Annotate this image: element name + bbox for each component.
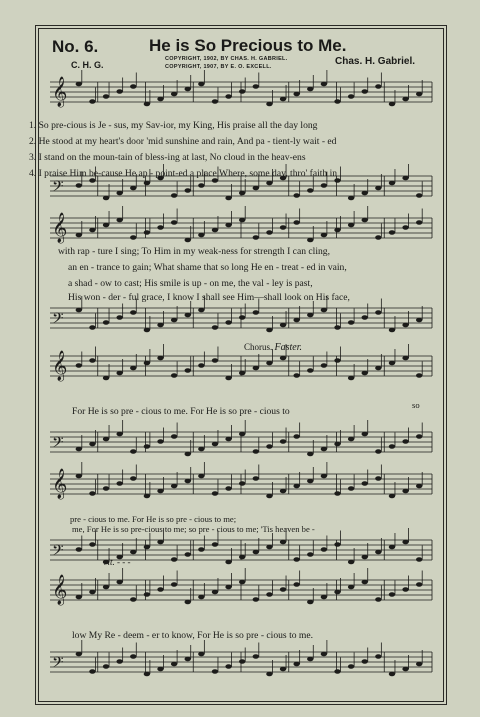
note-head xyxy=(185,479,191,484)
chorus-label: Chorus. xyxy=(244,342,273,352)
note-head xyxy=(212,491,218,496)
note-head xyxy=(76,82,82,87)
note-head xyxy=(266,102,272,107)
note-head xyxy=(416,662,422,667)
note-head xyxy=(402,439,408,444)
ritardando-marking: rit. - - - xyxy=(104,557,131,567)
note-head xyxy=(171,662,177,667)
verse-3-line-1: 3. I stand on the moun-tain of bless-ing at last, No cloud in the heav-ens xyxy=(29,152,306,163)
note-head xyxy=(348,223,354,228)
note-head xyxy=(185,452,191,457)
note-head xyxy=(76,183,82,188)
note-head xyxy=(76,233,82,238)
note-head xyxy=(375,84,381,89)
note-head xyxy=(157,439,163,444)
note-head xyxy=(266,328,272,333)
note-head xyxy=(348,585,354,590)
note-head xyxy=(280,323,286,328)
note-head xyxy=(130,84,136,89)
bass-clef-icon: 𝄢 xyxy=(52,542,64,563)
note-head xyxy=(103,585,109,590)
note-head xyxy=(402,587,408,592)
note-head xyxy=(239,659,245,664)
note-head xyxy=(116,580,122,585)
note-head xyxy=(144,494,150,499)
note-head xyxy=(280,439,286,444)
note-head xyxy=(293,434,299,439)
note-head xyxy=(266,361,272,366)
note-head xyxy=(389,230,395,235)
note-head xyxy=(280,97,286,102)
note-head xyxy=(416,373,422,378)
note-head xyxy=(307,452,313,457)
note-head xyxy=(253,310,259,315)
note-head xyxy=(239,89,245,94)
note-head xyxy=(171,220,177,225)
note-head xyxy=(280,489,286,494)
note-head xyxy=(348,196,354,201)
note-head xyxy=(266,592,272,597)
note-head xyxy=(198,82,204,87)
verse-4-line-2: His won - der - ful grace, I know I shall see Him—shall look on His face, xyxy=(68,292,350,303)
note-head xyxy=(348,94,354,99)
note-head xyxy=(89,99,95,104)
note-head xyxy=(307,600,313,605)
staff-6 xyxy=(50,420,432,456)
note-head xyxy=(307,313,313,318)
note-head xyxy=(416,484,422,489)
note-head xyxy=(103,94,109,99)
note-head xyxy=(76,363,82,368)
note-head xyxy=(362,659,368,664)
note-head xyxy=(402,667,408,672)
note-head xyxy=(416,582,422,587)
note-head xyxy=(334,99,340,104)
note-head xyxy=(171,484,177,489)
note-head xyxy=(253,449,259,454)
note-head xyxy=(198,233,204,238)
staff-3 xyxy=(50,206,432,242)
note-head xyxy=(130,235,136,240)
note-head xyxy=(185,313,191,318)
note-head xyxy=(321,183,327,188)
note-head xyxy=(334,542,340,547)
note-head xyxy=(76,474,82,479)
note-head xyxy=(103,486,109,491)
note-head xyxy=(103,196,109,201)
note-head xyxy=(293,373,299,378)
note-head xyxy=(348,320,354,325)
note-head xyxy=(402,356,408,361)
note-head xyxy=(171,193,177,198)
note-head xyxy=(157,489,163,494)
hymn-number: No. 6. xyxy=(52,37,99,56)
verse-2-line-1: 2. He stood at my heart's door 'mid sunshine and rain, And pa - tient-ly wait - ed xyxy=(29,136,337,147)
note-head xyxy=(416,92,422,97)
note-head xyxy=(225,196,231,201)
note-head xyxy=(157,587,163,592)
note-head xyxy=(253,366,259,371)
note-head xyxy=(348,376,354,381)
bass-clef-icon: 𝄢 xyxy=(52,434,64,455)
tempo-marking: Faster. xyxy=(274,342,303,353)
note-head xyxy=(280,356,286,361)
note-head xyxy=(225,437,231,442)
note-head xyxy=(144,102,150,107)
note-head xyxy=(157,97,163,102)
note-head xyxy=(212,99,218,104)
verse-4-line-1: 4. I praise Him be-cause He ap - point-ed a place Where, some day, thro' faith in xyxy=(29,168,338,179)
note-head xyxy=(198,547,204,552)
note-head xyxy=(116,481,122,486)
note-head xyxy=(130,597,136,602)
note-head xyxy=(334,590,340,595)
note-head xyxy=(225,320,231,325)
note-head xyxy=(144,361,150,366)
note-head xyxy=(225,664,231,669)
note-head xyxy=(239,432,245,437)
note-head xyxy=(402,489,408,494)
note-head xyxy=(402,176,408,181)
note-head xyxy=(157,225,163,230)
composer-name: Chas. H. Gabriel. xyxy=(335,56,416,67)
note-head xyxy=(416,318,422,323)
note-head xyxy=(266,494,272,499)
note-head xyxy=(130,186,136,191)
note-head xyxy=(76,308,82,313)
note-head xyxy=(198,363,204,368)
note-head xyxy=(157,667,163,672)
note-head xyxy=(103,664,109,669)
note-head xyxy=(185,657,191,662)
chorus-lyric-3: low My Re - deem - er to know, For He is so pre - cious to me. xyxy=(72,630,314,641)
note-head xyxy=(321,547,327,552)
note-head xyxy=(293,220,299,225)
note-head xyxy=(334,325,340,330)
note-head xyxy=(389,592,395,597)
note-head xyxy=(362,555,368,560)
note-head xyxy=(130,654,136,659)
note-head xyxy=(307,368,313,373)
treble-clef-icon: 𝄞 xyxy=(52,575,68,605)
note-head xyxy=(212,542,218,547)
chorus-lyric-2b: me, For He is so pre-cious to me; so pre - cious to me; 'Tis heaven be - xyxy=(72,524,315,534)
note-head xyxy=(348,664,354,669)
note-head xyxy=(280,540,286,545)
note-head xyxy=(185,87,191,92)
note-head xyxy=(185,552,191,557)
note-head xyxy=(198,308,204,313)
note-head xyxy=(389,494,395,499)
note-head xyxy=(157,540,163,545)
bass-clef-icon: 𝄢 xyxy=(52,654,64,675)
note-head xyxy=(144,230,150,235)
note-head xyxy=(239,555,245,560)
note-head xyxy=(76,447,82,452)
note-head xyxy=(157,356,163,361)
note-head xyxy=(321,447,327,452)
note-head xyxy=(225,560,231,565)
note-head xyxy=(185,238,191,243)
note-head xyxy=(198,447,204,452)
note-head xyxy=(321,474,327,479)
note-head xyxy=(334,442,340,447)
note-head xyxy=(225,94,231,99)
note-head xyxy=(293,92,299,97)
note-head xyxy=(116,432,122,437)
note-head xyxy=(239,218,245,223)
hymn-title: He is So Precious to Me. xyxy=(149,36,347,55)
note-head xyxy=(362,481,368,486)
note-head xyxy=(402,540,408,545)
note-head xyxy=(130,550,136,555)
note-head xyxy=(389,328,395,333)
note-head xyxy=(185,600,191,605)
note-head xyxy=(416,193,422,198)
note-head xyxy=(375,476,381,481)
note-head xyxy=(171,318,177,323)
staff-10 xyxy=(50,640,432,676)
note-head xyxy=(375,310,381,315)
note-head xyxy=(389,102,395,107)
note-head xyxy=(334,228,340,233)
note-head xyxy=(225,486,231,491)
note-head xyxy=(89,542,95,547)
bass-clef-icon: 𝄢 xyxy=(52,178,64,199)
note-head xyxy=(89,325,95,330)
note-head xyxy=(89,669,95,674)
verse-1-line-2: with rap - ture I sing; To Him in my weak-ness for strength I can cling, xyxy=(58,246,330,257)
lyricist-initials: C. H. G. xyxy=(71,60,104,70)
bass-clef-icon: 𝄢 xyxy=(52,310,64,331)
note-head xyxy=(280,587,286,592)
note-head xyxy=(225,376,231,381)
treble-clef-icon: 𝄞 xyxy=(52,77,68,107)
note-head xyxy=(402,97,408,102)
note-head xyxy=(144,328,150,333)
note-head xyxy=(307,479,313,484)
staff-7 xyxy=(50,462,432,498)
chorus-lyric-1-so: so xyxy=(412,400,420,410)
note-head xyxy=(130,366,136,371)
note-head xyxy=(280,667,286,672)
note-head xyxy=(144,545,150,550)
note-head xyxy=(212,442,218,447)
note-head xyxy=(389,545,395,550)
note-head xyxy=(362,89,368,94)
note-head xyxy=(375,449,381,454)
note-head xyxy=(293,318,299,323)
note-head xyxy=(375,550,381,555)
note-head xyxy=(416,220,422,225)
note-head xyxy=(280,225,286,230)
note-head xyxy=(375,597,381,602)
note-head xyxy=(171,434,177,439)
treble-clef-icon: 𝄞 xyxy=(52,469,68,499)
note-head xyxy=(89,442,95,447)
note-head xyxy=(89,228,95,233)
note-head xyxy=(225,585,231,590)
note-head xyxy=(362,315,368,320)
note-head xyxy=(266,444,272,449)
note-head xyxy=(253,84,259,89)
note-head xyxy=(212,358,218,363)
note-head xyxy=(253,550,259,555)
note-head xyxy=(89,358,95,363)
note-head xyxy=(185,188,191,193)
note-head xyxy=(239,481,245,486)
note-head xyxy=(239,315,245,320)
note-head xyxy=(321,308,327,313)
note-head xyxy=(362,371,368,376)
note-head xyxy=(239,371,245,376)
note-head xyxy=(389,181,395,186)
note-head xyxy=(307,657,313,662)
note-head xyxy=(144,592,150,597)
verse-2-line-2: an en - trance to gain; What shame that so long He en - treat - ed in vain, xyxy=(68,262,347,273)
note-head xyxy=(198,595,204,600)
treble-clef-icon: 𝄞 xyxy=(52,351,68,381)
note-head xyxy=(307,87,313,92)
note-head xyxy=(76,652,82,657)
note-head xyxy=(103,437,109,442)
note-head xyxy=(103,223,109,228)
copyright-line-2: COPYRIGHT, 1907, BY E. O. EXCELL. xyxy=(165,64,272,70)
note-head xyxy=(293,484,299,489)
note-head xyxy=(348,560,354,565)
verse-3-line-2: a shad - ow to cast; His smile is up - on me, the val - ley is past, xyxy=(68,278,313,289)
chorus-lyric-2a: pre - cious to me. For He is so pre - cious to me; xyxy=(70,514,237,524)
staff-1 xyxy=(50,70,432,106)
note-head xyxy=(212,228,218,233)
note-head xyxy=(198,652,204,657)
note-head xyxy=(375,235,381,240)
note-head xyxy=(266,672,272,677)
note-head xyxy=(253,654,259,659)
note-head xyxy=(334,491,340,496)
note-head xyxy=(416,557,422,562)
note-head xyxy=(239,191,245,196)
note-head xyxy=(144,181,150,186)
note-head xyxy=(321,233,327,238)
note-head xyxy=(198,474,204,479)
note-head xyxy=(389,672,395,677)
note-head xyxy=(185,368,191,373)
note-head xyxy=(144,672,150,677)
note-head xyxy=(144,444,150,449)
staff-9 xyxy=(50,568,432,604)
note-head xyxy=(198,183,204,188)
note-head xyxy=(157,323,163,328)
note-head xyxy=(253,597,259,602)
note-head xyxy=(362,432,368,437)
note-head xyxy=(130,449,136,454)
note-head xyxy=(171,373,177,378)
note-head xyxy=(416,434,422,439)
note-head xyxy=(362,580,368,585)
note-head xyxy=(266,181,272,186)
note-head xyxy=(375,186,381,191)
note-head xyxy=(402,225,408,230)
note-head xyxy=(171,92,177,97)
note-head xyxy=(321,652,327,657)
note-head xyxy=(212,590,218,595)
note-head xyxy=(76,595,82,600)
note-head xyxy=(130,476,136,481)
note-head xyxy=(212,669,218,674)
treble-clef-icon: 𝄞 xyxy=(52,213,68,243)
note-head xyxy=(130,310,136,315)
note-head xyxy=(116,315,122,320)
note-head xyxy=(307,188,313,193)
chorus-marking xyxy=(244,342,302,353)
note-head xyxy=(253,476,259,481)
note-head xyxy=(76,547,82,552)
note-head xyxy=(293,193,299,198)
note-head xyxy=(321,363,327,368)
note-head xyxy=(362,218,368,223)
chorus-lyric-1: For He is so pre - cious to me. For He is so pre - cious to xyxy=(72,406,290,417)
verse-1-line-1: 1. So pre-cious is Je - sus, my Sav-ior, my King, His praise all the day long xyxy=(29,120,318,131)
note-head xyxy=(116,218,122,223)
note-head xyxy=(348,486,354,491)
note-head xyxy=(334,358,340,363)
note-head xyxy=(103,376,109,381)
note-head xyxy=(116,371,122,376)
note-head xyxy=(321,82,327,87)
note-head xyxy=(171,557,177,562)
note-head xyxy=(266,230,272,235)
note-head xyxy=(103,320,109,325)
note-head xyxy=(375,366,381,371)
note-head xyxy=(348,437,354,442)
note-head xyxy=(239,580,245,585)
note-head xyxy=(321,595,327,600)
staff-5 xyxy=(50,344,432,380)
note-head xyxy=(171,582,177,587)
note-head xyxy=(307,552,313,557)
note-head xyxy=(89,491,95,496)
note-head xyxy=(389,444,395,449)
note-head xyxy=(334,669,340,674)
note-head xyxy=(307,238,313,243)
note-head xyxy=(362,191,368,196)
note-head xyxy=(116,89,122,94)
note-head xyxy=(253,235,259,240)
note-head xyxy=(389,361,395,366)
note-head xyxy=(293,662,299,667)
note-head xyxy=(266,545,272,550)
note-head xyxy=(225,223,231,228)
note-head xyxy=(375,654,381,659)
note-head xyxy=(293,582,299,587)
copyright-line-1: COPYRIGHT, 1902, BY CHAS. H. GABRIEL. xyxy=(165,56,288,62)
note-head xyxy=(402,323,408,328)
note-head xyxy=(212,325,218,330)
note-head xyxy=(89,590,95,595)
note-head xyxy=(253,186,259,191)
note-head xyxy=(293,557,299,562)
note-head xyxy=(116,659,122,664)
note-head xyxy=(116,191,122,196)
